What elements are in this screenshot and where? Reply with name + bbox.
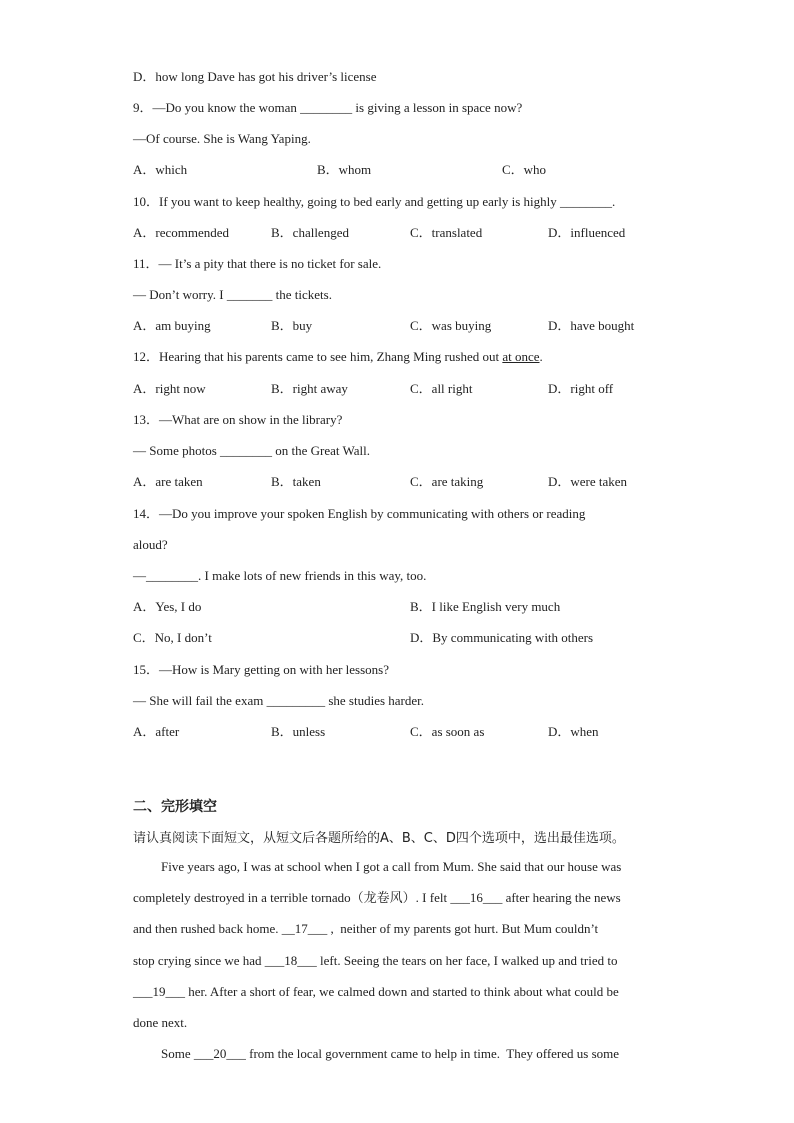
q10-option-a[interactable]: A．recommended [133,225,230,240]
q14-option-c[interactable]: C．No, I don’t [133,630,212,645]
q10-option-d[interactable]: D．influenced [548,225,626,240]
q12-underlined-phrase: at once [502,349,540,364]
q15-answer: — She will fail the exam _________ she studies harder. [133,693,425,708]
q11-answer: — Don’t worry. I _______ the tickets. [133,287,332,302]
q9-option-b[interactable]: B．whom [317,162,372,177]
passage-text: left. Seeing the tears on her face, I walked up and tried to [316,953,618,968]
passage-text: stop crying since we had [133,953,265,968]
q13-answer: — Some photos ________ on the Great Wall. [133,443,371,458]
q15-option-d[interactable]: D．when [548,724,599,739]
q11-option-b[interactable]: B．buy [271,318,313,333]
q11-option-d[interactable]: D．have bought [548,318,635,333]
q13-option-a[interactable]: A．are taken [133,474,203,489]
passage-text: Some [161,1046,194,1061]
q13-question: 13．—What are on show in the library? [133,412,343,427]
q10-option-c[interactable]: C．translated [410,225,483,240]
passage-line-6: done next. [133,1015,188,1030]
blank-16[interactable]: ___16___ [450,890,503,905]
q15-option-c[interactable]: C．as soon as [410,724,485,739]
q9-answer: —Of course. She is Wang Yaping. [133,131,311,146]
q14-answer: —________. I make lots of new friends in this way, too. [133,568,427,583]
q12-question [133,349,543,365]
q12-option-b[interactable]: B．right away [271,381,348,396]
passage-line-1: Five years ago, I was at school when I got a call from Mum. She said that our house was [161,859,622,874]
q12-option-c[interactable]: C．all right [410,381,473,396]
passage-text: from the local government came to help in time. They offered us some [245,1046,620,1061]
passage-line-2 [133,890,621,906]
q14-option-d[interactable]: D．By communicating with others [410,630,594,645]
passage-line-5 [133,984,619,1000]
q8-option-d: D．how long Dave has got his driver’s license [133,69,377,84]
q13-option-b[interactable]: B．taken [271,474,321,489]
q12-question-end: . [539,349,543,364]
section-title: 二、完形填空 [133,799,217,815]
q9-option-a[interactable]: A．which [133,162,188,177]
q10-question: 10．If you want to keep healthy, going to bed early and getting up early is highly ________. [133,194,616,209]
q10-option-b[interactable]: B．challenged [271,225,349,240]
q14-question-cont: aloud? [133,537,168,552]
q12-option-d[interactable]: D．right off [548,381,614,396]
q11-option-a[interactable]: A．am buying [133,318,211,333]
q15-option-b[interactable]: B．unless [271,724,326,739]
q11-question: 11．— It’s a pity that there is no ticket for sale. [133,256,382,271]
passage-text: completely destroyed in a terrible tornado（龙卷风）. I felt [133,890,451,905]
q9-question: 9．—Do you know the woman ________ is giving a lesson in space now? [133,100,523,115]
section-instruction: 请认真阅读下面短文，从短文后各题所给的A、B、C、D四个选项中，选出最佳选项。 [133,831,625,846]
q14-question: 14．—Do you improve your spoken English by communicating with others or reading [133,506,586,521]
q11-option-c[interactable]: C．was buying [410,318,492,333]
q13-option-d[interactable]: D．were taken [548,474,628,489]
q9-option-c[interactable]: C．who [502,162,547,177]
blank-19[interactable]: ___19___ [133,984,185,999]
passage-text: her. After a short of fear, we calmed down and started to think about what could be [185,984,619,999]
q12-option-a[interactable]: A．right now [133,381,206,396]
q15-question: 15．—How is Mary getting on with her lessons? [133,662,390,677]
q13-option-c[interactable]: C．are taking [410,474,484,489]
blank-18[interactable]: ___18___ [264,953,317,968]
passage-line-3 [133,921,598,937]
q12-question-text: 12．Hearing that his parents came to see him, Zhang Ming rushed out [133,349,503,364]
passage-text: and then rushed back home. [133,921,282,936]
passage-text: , neither of my parents got hurt. But Mum couldn’t [327,921,599,936]
q14-option-b[interactable]: B．I like English very much [410,599,561,614]
blank-20[interactable]: ___20___ [193,1046,246,1061]
passage-line-4 [133,953,617,969]
passage-line-7 [161,1046,619,1062]
q14-option-a[interactable]: A．Yes, I do [133,599,202,614]
blank-17[interactable]: __17___ [281,921,328,936]
q15-option-a[interactable]: A．after [133,724,180,739]
passage-text: after hearing the news [502,890,621,905]
